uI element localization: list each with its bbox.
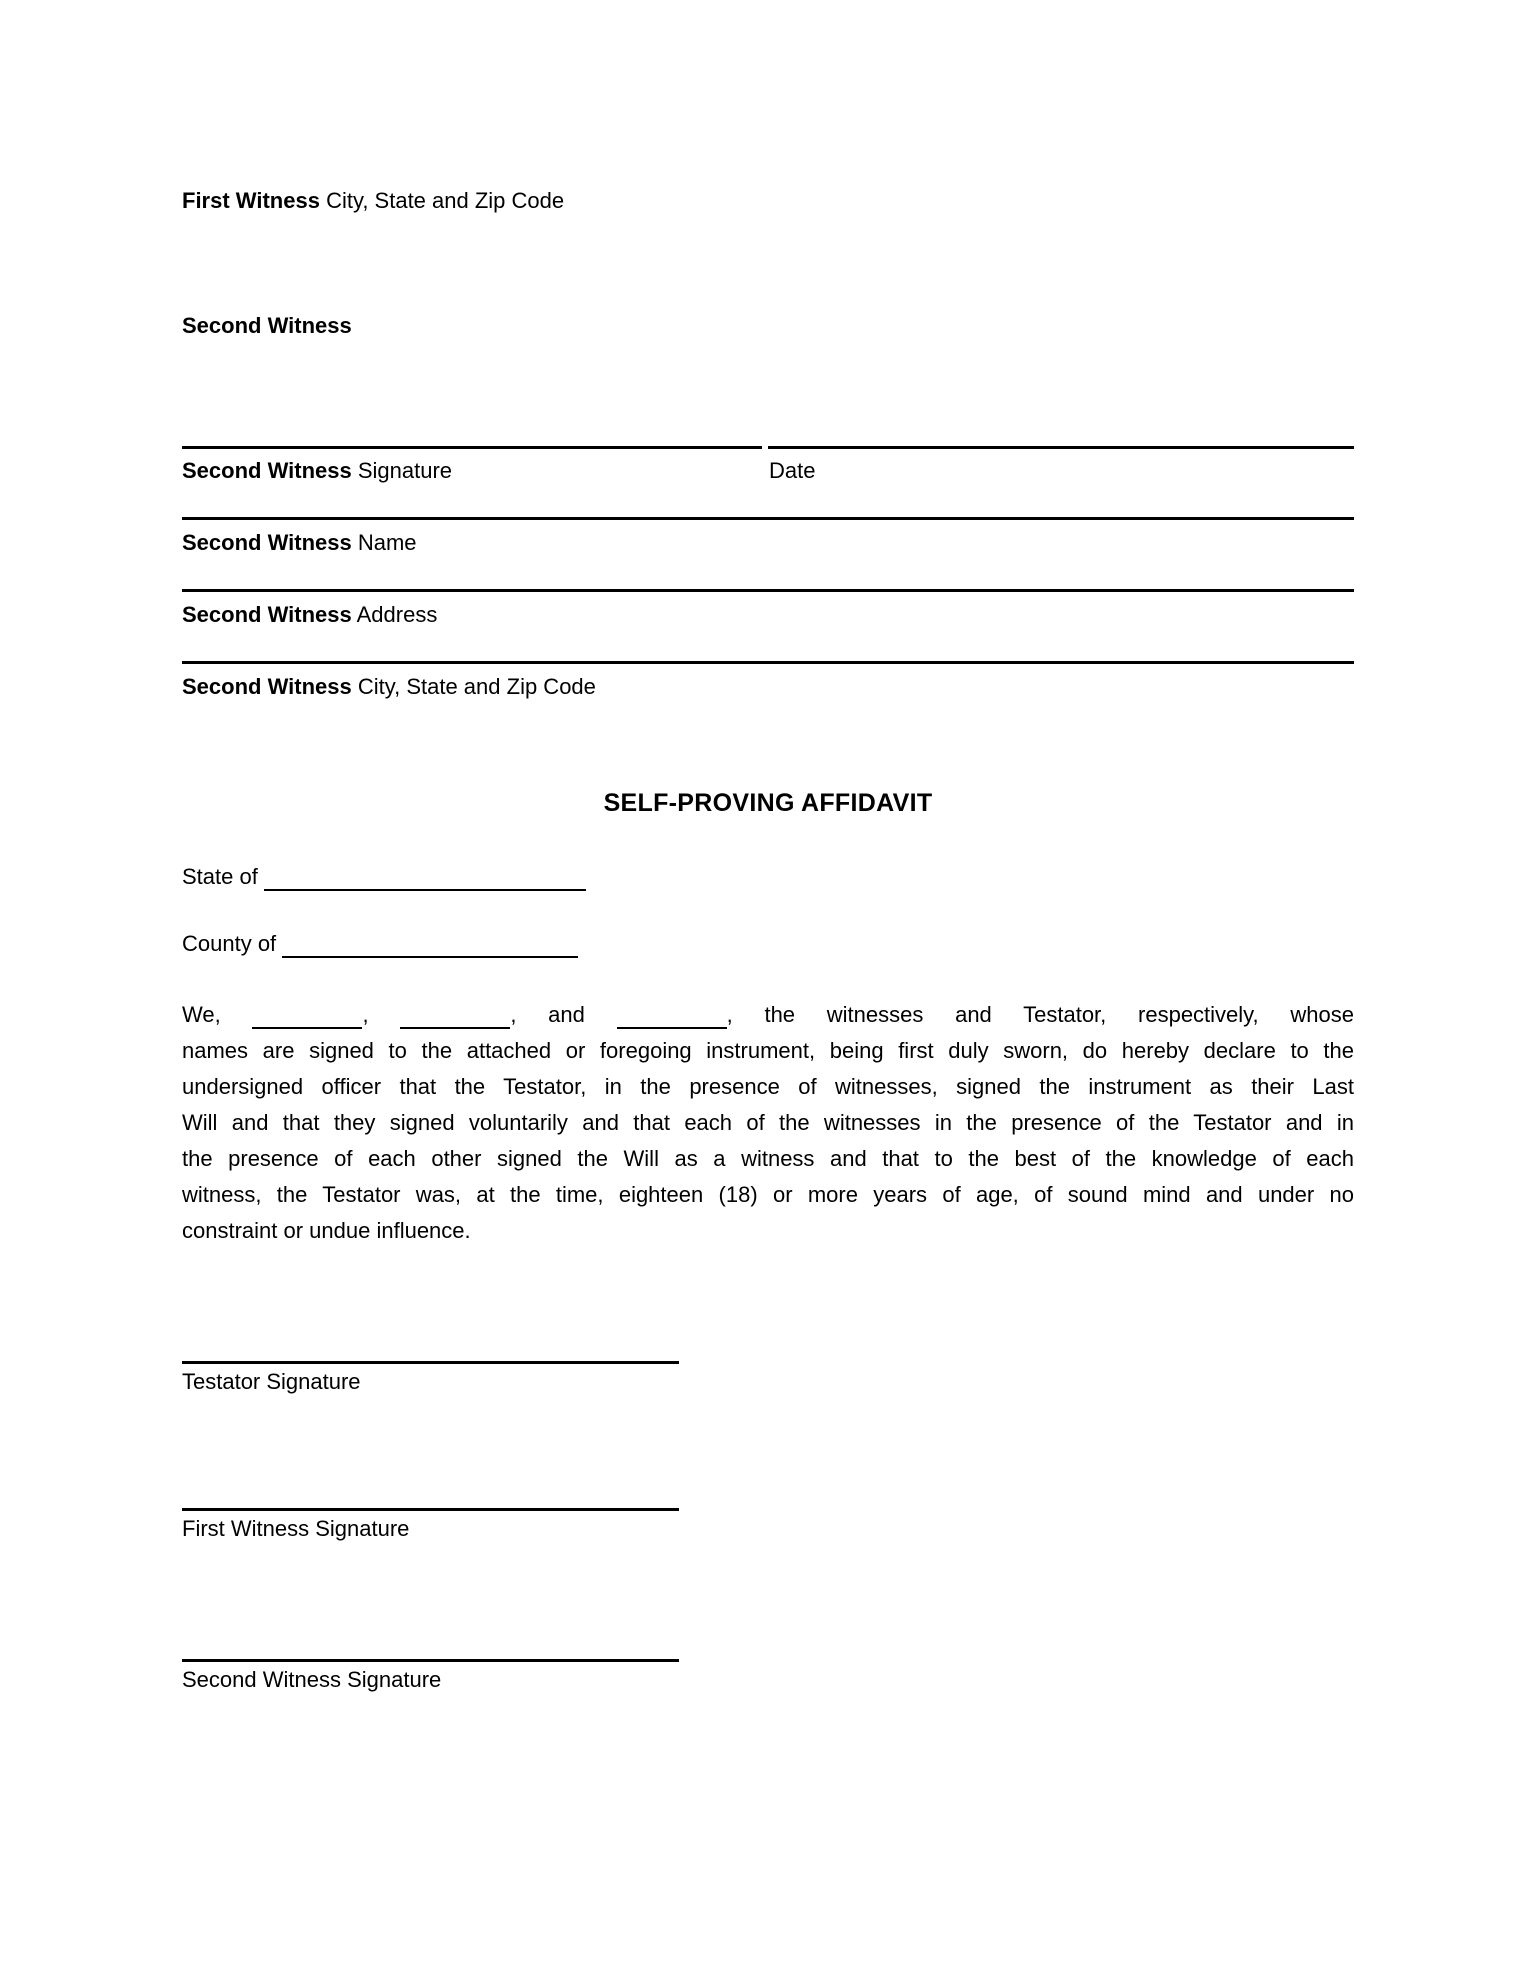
second-witness-address-label-rest: Address [351, 602, 438, 627]
second-witness-signature-row-label [182, 458, 452, 484]
witness-name-blank-1[interactable] [252, 1007, 362, 1029]
second-witness-city-label-bold: Second Witness [182, 674, 352, 699]
second-witness-city-label [182, 674, 596, 700]
paragraph-line-7: constraint or undue influence. [182, 1218, 471, 1243]
second-witness-address-line[interactable] [182, 589, 1354, 592]
testator-name-blank[interactable] [617, 1007, 727, 1029]
first-witness-city-label-rest: City, State and Zip Code [319, 188, 565, 213]
second-witness-address-label [182, 602, 437, 628]
state-of-label: State of [182, 864, 258, 889]
second-witness-heading: Second Witness [182, 313, 352, 338]
second-witness-signature-line-bottom[interactable] [182, 1659, 679, 1662]
affidavit-title: SELF-PROVING AFFIDAVIT [603, 789, 933, 817]
second-witness-signature-label-bold: Second Witness [182, 458, 352, 483]
paragraph-line-5: the presence of each other signed the Will as a witness and that to the best of the knowledge of each [182, 1146, 1354, 1171]
county-of-label: County of [182, 931, 277, 956]
county-of-row [182, 931, 578, 958]
second-witness-address-label-bold: Second Witness [182, 602, 352, 627]
paragraph-line-1-tail: , the witnesses and Testator, respectively, whose [726, 1002, 1354, 1027]
witness-name-blank-2[interactable] [400, 1007, 510, 1029]
second-witness-city-line[interactable] [182, 661, 1354, 664]
paragraph-lead: We, [182, 1002, 221, 1027]
paragraph-line-6: witness, the Testator was, at the time, eighteen (18) or more years of age, of sound mind and under no [182, 1182, 1354, 1207]
paragraph-line-1 [182, 997, 1354, 1033]
affidavit-paragraph [182, 997, 1354, 1249]
second-witness-city-label-rest: City, State and Zip Code [351, 674, 596, 699]
second-witness-name-line[interactable] [182, 517, 1354, 520]
second-witness-name-label-rest: Name [351, 530, 417, 555]
testator-signature-label: Testator Signature [182, 1369, 361, 1394]
first-witness-city-label-bold: First Witness [182, 188, 320, 213]
testator-signature-line[interactable] [182, 1361, 679, 1364]
date-line[interactable] [768, 446, 1354, 449]
second-witness-signature-line[interactable] [182, 446, 762, 449]
second-witness-signature-label-rest: Signature [351, 458, 453, 483]
first-witness-signature-line[interactable] [182, 1508, 679, 1511]
paragraph-sep-2: , and [510, 1002, 585, 1027]
county-of-blank[interactable] [282, 936, 578, 958]
second-witness-name-label-bold: Second Witness [182, 530, 352, 555]
paragraph-line-3: undersigned officer that the Testator, in the presence of witnesses, signed the instrument as their Last [182, 1074, 1354, 1099]
state-of-row [182, 864, 586, 891]
paragraph-sep-1: , [362, 1002, 369, 1027]
first-witness-city-label [182, 188, 564, 214]
first-witness-signature-label: First Witness Signature [182, 1516, 410, 1541]
second-witness-name-label [182, 530, 417, 556]
date-label: Date [769, 458, 816, 483]
paragraph-line-4: Will and that they signed voluntarily and that each of the witnesses in the presence of the Testator and in [182, 1110, 1354, 1135]
second-witness-signature-bottom-label: Second Witness Signature [182, 1667, 442, 1692]
paragraph-line-2: names are signed to the attached or foregoing instrument, being first duly sworn, do hereby declare to the [182, 1038, 1354, 1063]
state-of-blank[interactable] [264, 869, 586, 891]
